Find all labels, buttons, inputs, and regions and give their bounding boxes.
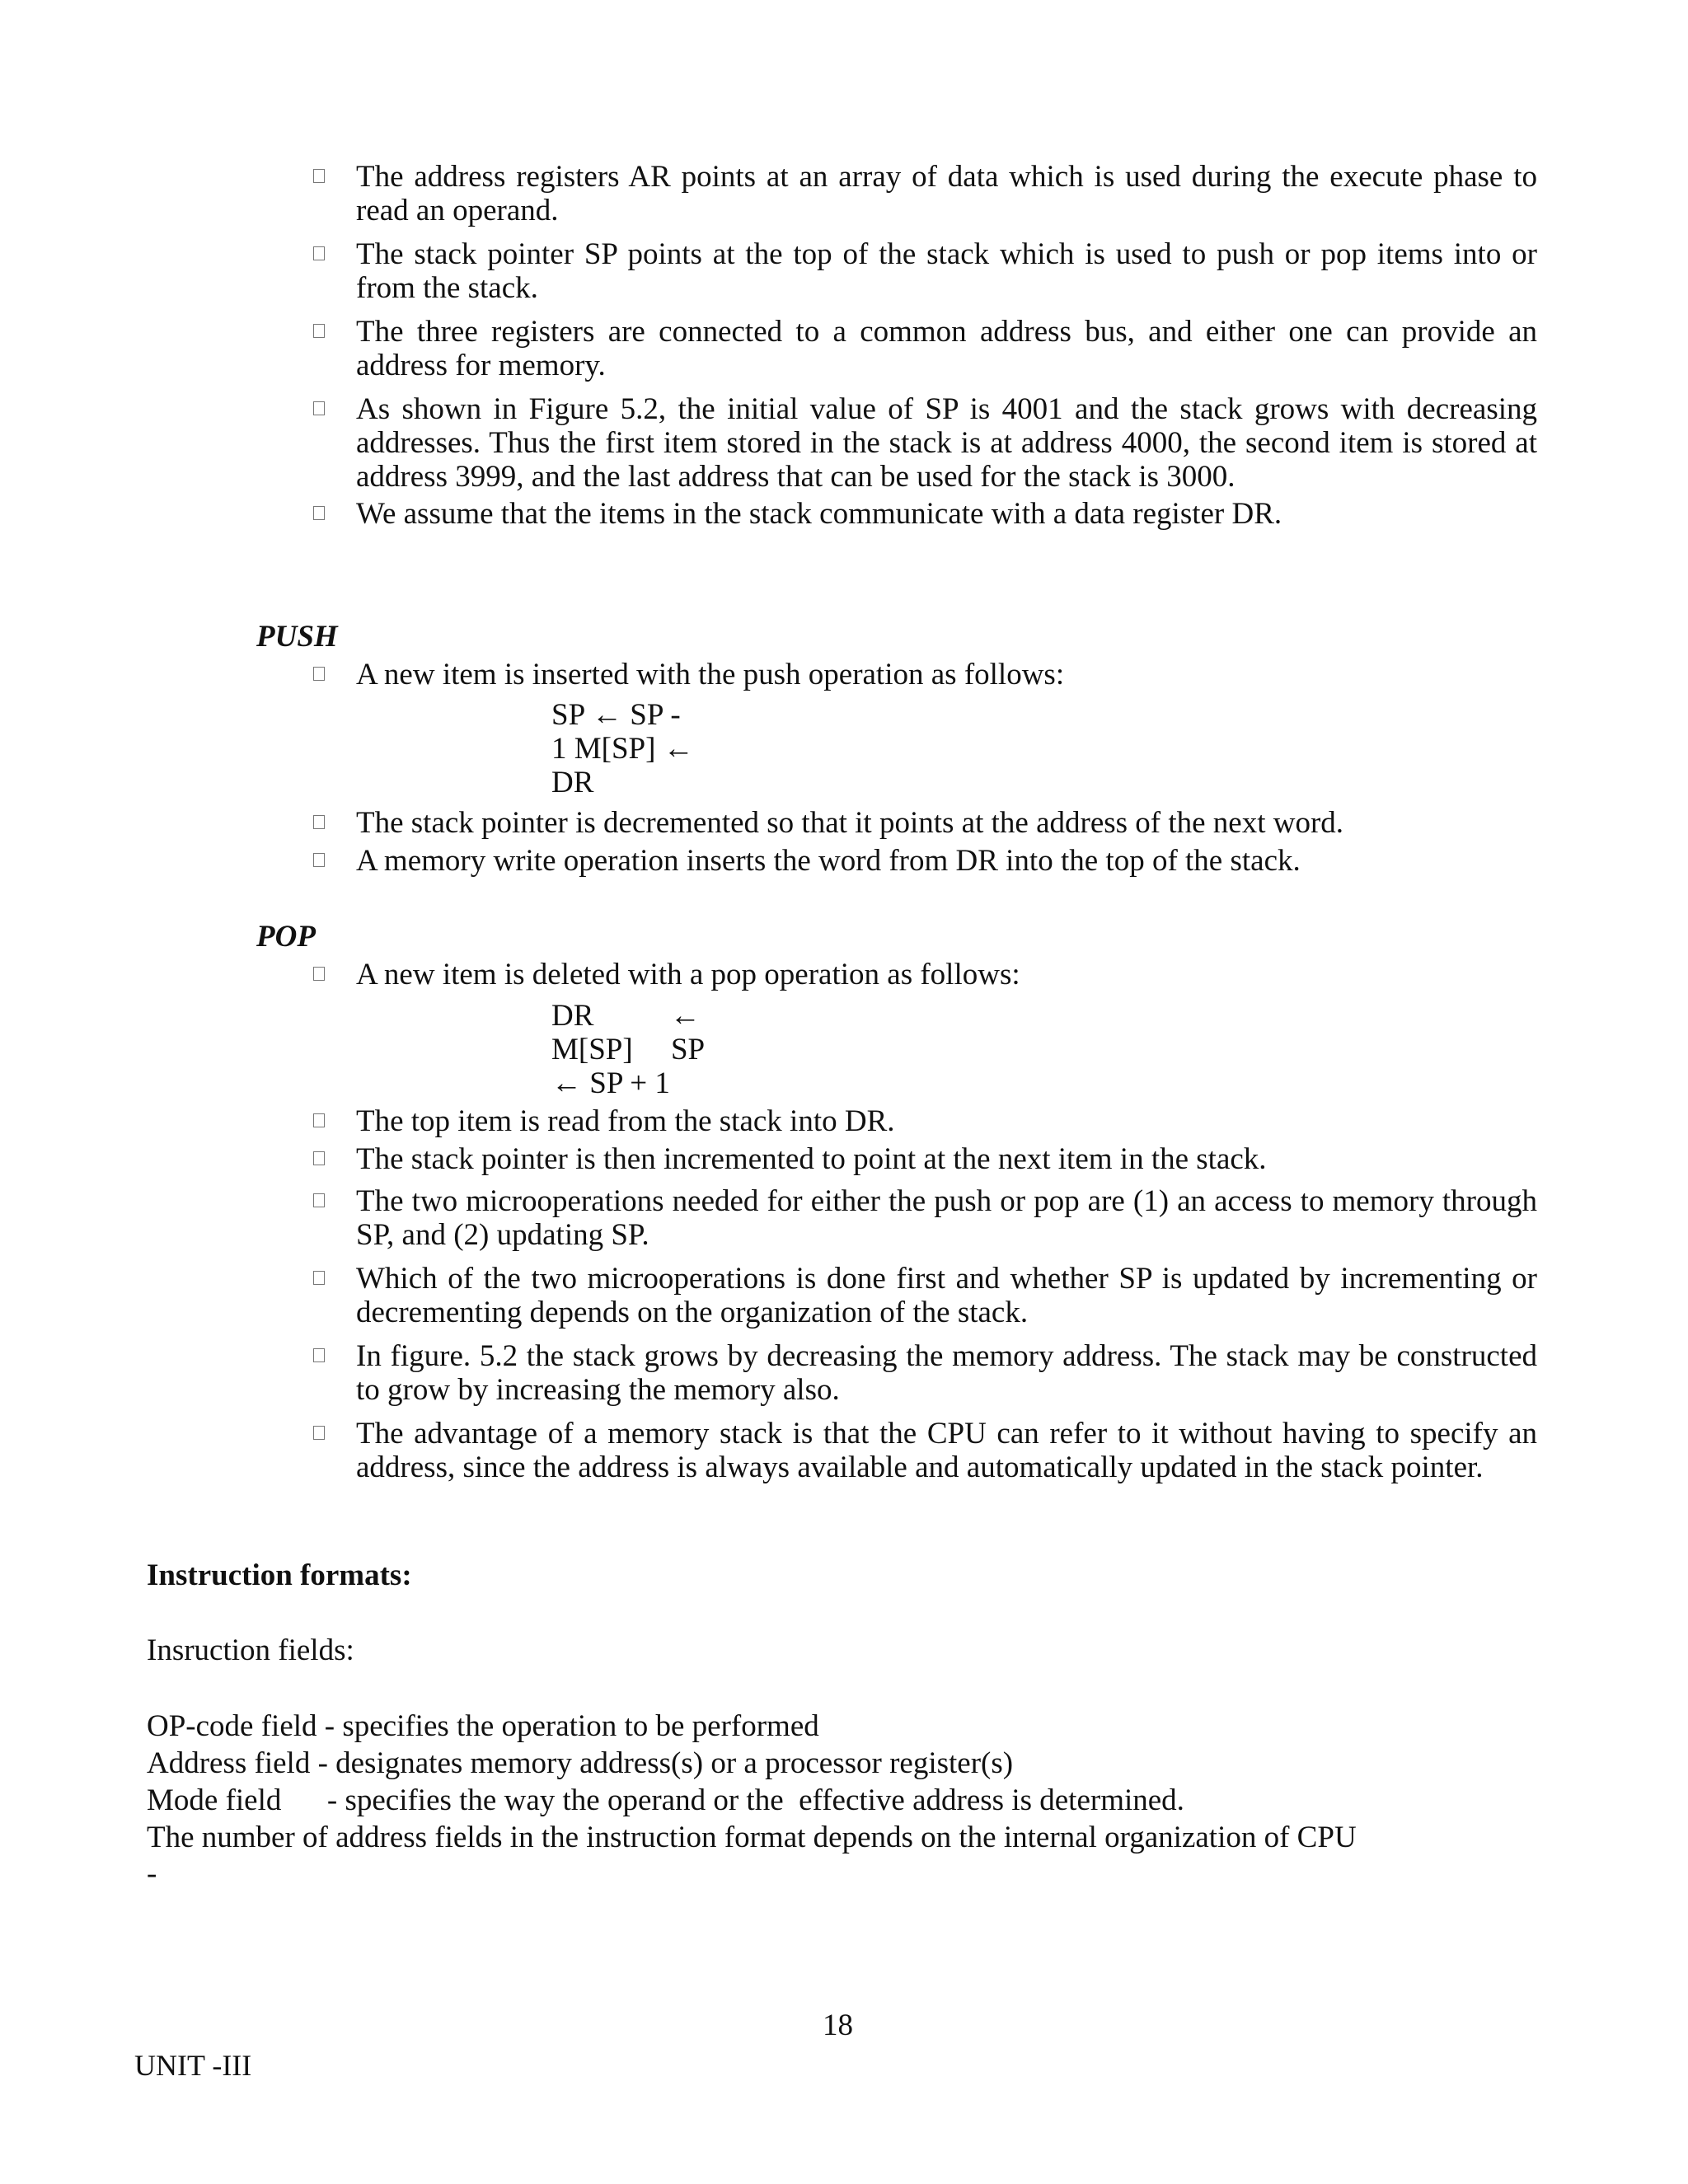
bullet-item xyxy=(313,958,1537,991)
push-heading: PUSH xyxy=(256,620,338,654)
bullet-item xyxy=(313,844,1537,878)
bullet-item xyxy=(313,160,1537,227)
micro-line: ← SP + 1 xyxy=(551,1066,670,1100)
bullet-text: The stack pointer is decremented so that it points at the address of the next word. xyxy=(356,806,1344,840)
bullet-box-icon xyxy=(313,506,325,520)
micro-line: SP ← SP - xyxy=(551,698,681,732)
bullet-box-icon xyxy=(313,169,325,183)
bullet-text: In figure. 5.2 the stack grows by decreasing the memory address. The stack may be constructed to grow by increasing the memory also. xyxy=(356,1339,1537,1407)
unit-label: UNIT -III xyxy=(134,2049,252,2082)
bullet-item xyxy=(313,237,1537,305)
bullet-item xyxy=(313,1142,1537,1176)
address-fields-count-line: The number of address fields in the instruction format depends on the internal organization of CPU xyxy=(147,1821,1357,1854)
bullet-text: The address registers AR points at an array of data which is used during the execute phase to read an operand. xyxy=(356,160,1537,227)
bullet-text: The three registers are connected to a common address bus, and either one can provide an address for memory. xyxy=(356,315,1537,382)
push-microoperations xyxy=(551,698,694,799)
bullet-box-icon xyxy=(313,401,325,415)
bullet-text: The stack pointer is then incremented to point at the next item in the stack. xyxy=(356,1142,1267,1176)
bullet-text: We assume that the items in the stack communicate with a data register DR. xyxy=(356,497,1282,531)
pop-bullets xyxy=(313,1104,1537,1484)
bullet-box-icon xyxy=(313,1271,325,1285)
address-field-line: Address field - designates memory address(s) or a processor register(s) xyxy=(147,1746,1014,1780)
pop-microoperations xyxy=(551,999,705,1100)
bullet-box-icon xyxy=(313,1426,325,1440)
micro-line: 1 M[SP] ← xyxy=(551,732,694,766)
push-bullets xyxy=(313,806,1537,878)
bullet-box-icon xyxy=(313,815,325,829)
bullet-item xyxy=(313,1262,1537,1329)
stack-registers-bullets xyxy=(313,160,1537,531)
bullet-item xyxy=(313,315,1537,382)
bullet-box-icon xyxy=(313,853,325,867)
pop-heading: POP xyxy=(256,920,316,954)
instruction-formats-heading: Instruction formats: xyxy=(147,1558,412,1592)
bullet-item xyxy=(313,658,1537,691)
bullet-text: A memory write operation inserts the word from DR into the top of the stack. xyxy=(356,844,1301,878)
trailing-dash: - xyxy=(147,1857,157,1891)
bullet-box-icon xyxy=(313,1151,325,1165)
bullet-box-icon xyxy=(313,324,325,338)
bullet-item xyxy=(313,806,1537,840)
bullet-text: The top item is read from the stack into DR. xyxy=(356,1104,895,1138)
bullet-box-icon xyxy=(313,1348,325,1362)
bullet-text: The two microoperations needed for either the push or pop are (1) an access to memory through SP, and (2) updating SP. xyxy=(356,1184,1537,1252)
push-intro-bullet xyxy=(313,658,1537,691)
bullet-text: The advantage of a memory stack is that the CPU can refer to it without having to specify an address, since the address is always available and automatically updated in the stack pointer. xyxy=(356,1417,1537,1484)
micro-line: DR xyxy=(551,766,594,799)
bullet-box-icon xyxy=(313,246,325,260)
opcode-field-line: OP-code field - specifies the operation to be performed xyxy=(147,1709,819,1743)
bullet-box-icon xyxy=(313,967,325,981)
bullet-box-icon xyxy=(313,667,325,681)
pop-intro-bullet xyxy=(313,958,1537,991)
page-number: 18 xyxy=(823,2008,853,2042)
instruction-fields-label: Insruction fields: xyxy=(147,1633,354,1667)
bullet-text: A new item is deleted with a pop operation as follows: xyxy=(356,958,1020,991)
bullet-item xyxy=(313,1184,1537,1252)
bullet-box-icon xyxy=(313,1193,325,1207)
bullet-text: A new item is inserted with the push operation as follows: xyxy=(356,658,1065,691)
bullet-item xyxy=(313,497,1537,531)
bullet-item xyxy=(313,1417,1537,1484)
bullet-item xyxy=(313,392,1537,494)
micro-line: DR ← xyxy=(551,999,701,1033)
micro-line: M[SP] SP xyxy=(551,1033,706,1066)
bullet-item xyxy=(313,1104,1537,1138)
bullet-box-icon xyxy=(313,1113,325,1127)
bullet-item xyxy=(313,1339,1537,1407)
mode-field-line: Mode field - specifies the way the operand or the effective address is determined. xyxy=(147,1783,1184,1817)
bullet-text: The stack pointer SP points at the top of the stack which is used to push or pop items into or from the stack. xyxy=(356,237,1537,305)
bullet-text: Which of the two microoperations is done first and whether SP is updated by incrementing or decrementing depends on the organization of the stack. xyxy=(356,1262,1537,1329)
bullet-text: As shown in Figure 5.2, the initial value of SP is 4001 and the stack grows with decreasing addresses. Thus the first item stored in the stack is at address 4000, the second item is stored at address 3999, and the last address that can be used for the stack is 3000. xyxy=(356,392,1537,494)
